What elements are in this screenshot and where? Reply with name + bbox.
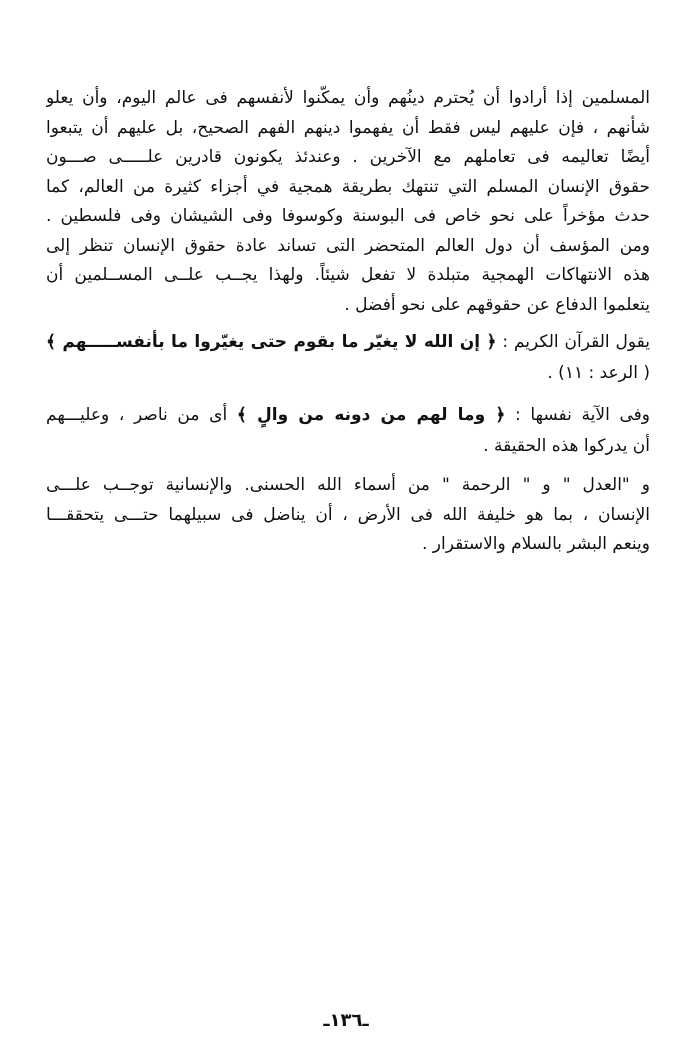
text-line: حدث مؤخراً على نحو خاص فى البوسنة وكوسوفا وفى الشيشان وفى فلسطين . (46, 206, 650, 226)
text-line: حقوق الإنسان المسلم التي تنتهك بطريقة همجية في أجزاء كثيرة من العالم، كما (46, 176, 650, 197)
quote-intro: يقول القرآن الكريم : (496, 332, 650, 352)
quote-intro: وفى الآية نفسها : (505, 404, 650, 425)
text-line: أن يدركوا هذه الحقيقة . (483, 435, 650, 456)
quran-verse: ﴿ إن الله لا يغيّر ما بقوم حتى يغيّروا ما بأنفســـــهم ﴾ (46, 332, 497, 352)
text-line: هذه الانتهاكات الهمجية متبلدة لا تفعل شيئاً. ولهذا يجــب علــى المســلمين أن (46, 265, 650, 285)
text-line: ومن المؤسف أن دول العالم المتحضر التى تساند عادة حقوق الإنسان تنظر إلى (46, 235, 650, 256)
text-line: الإنسان ، بما هو خليفة الله فى الأرض ، أن يناضل فى سبيلهما حتـــى يتحققـــا (46, 504, 650, 525)
quran-quote-line (46, 399, 650, 432)
page-number: ـ١٣٦ـ (323, 1010, 369, 1031)
text-line: شأنهم ، فإن عليهم ليس فقط أن يفهموا دينهم الفهم الصحيح، بل عليهم أن يتبعوا (46, 117, 650, 138)
quran-verse: ﴿ وما لهم من دونه من والٍ ﴾ (236, 404, 506, 425)
verse-reference: ( الرعد : ١١) . (547, 363, 650, 383)
body-text (46, 84, 650, 560)
text-line: المسلمين إذا أرادوا أن يُحترم دينُهم وأن يمكّنوا لأنفسهم فى عالم اليوم، وأن يعلو (46, 88, 650, 108)
quran-quote-line (46, 326, 650, 359)
text-line: وينعم البشر بالسلام والاستقرار . (421, 534, 650, 554)
text-line: أيضًا تعاليمه فى تعاملهم مع الآخرين . وعندئذ يكونون قادرين علـــــى صـــون (46, 147, 650, 167)
quote-after: أى من ناصر ، وعليـــهم (46, 404, 237, 425)
text-line: و "العدل " و " الرحمة " من أسماء الله الحسنى. والإنسانية توجــب علـــى (46, 475, 650, 495)
text-line: يتعلموا الدفاع عن حقوقهم على نحو أفضل . (344, 294, 650, 315)
